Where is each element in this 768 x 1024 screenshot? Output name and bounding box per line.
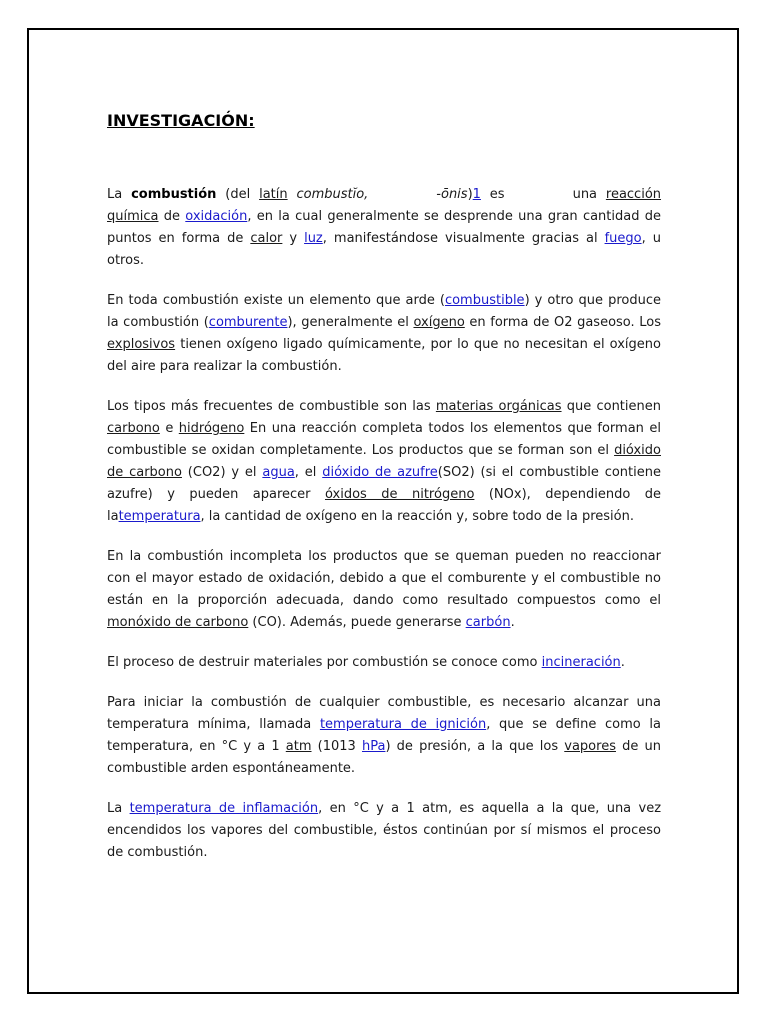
text: en forma de O2 gaseoso. Los <box>464 315 661 330</box>
latin-word: combustĭo, <box>296 187 369 202</box>
paragraph-definition <box>107 184 661 272</box>
text: . <box>620 655 625 670</box>
text: ) y otro que produce la combustión ( <box>107 293 661 330</box>
link-dioxido-carbono[interactable]: dióxido de carbono <box>107 443 661 480</box>
link-oxidos-nitrogeno[interactable]: óxidos de nitrógeno <box>324 487 475 502</box>
text: ) <box>467 187 473 202</box>
link-agua[interactable]: agua <box>262 465 295 480</box>
text: , en °C y a 1 atm, es aquella a la que, una vez encendidos los vapores del combustible, éstos continúan por sí mismos el proceso de combustión. <box>107 801 662 860</box>
text: La <box>107 187 132 202</box>
text: , el <box>294 465 323 480</box>
text: e <box>159 421 179 436</box>
page-title: INVESTIGACIÓN: <box>107 111 255 130</box>
text: , manifestándose visualmente gracias al <box>322 231 605 246</box>
link-luz[interactable]: luz <box>304 231 323 246</box>
link-temperatura-inflamacion[interactable]: temperatura de inflamación <box>129 801 319 816</box>
text: (CO2) y el <box>181 465 263 480</box>
text: (NOx), dependiendo de la <box>107 487 662 524</box>
text: En la combustión incompleta los productos que se queman pueden no reaccionar con el mayor estado de oxidación, debido a que el comburente y el combustible no están en la proporción adecuada, dando como resultado compuestos como el <box>107 549 661 608</box>
text: En toda combustión existe un elemento que arde ( <box>107 293 445 308</box>
link-explosivos[interactable]: explosivos <box>107 337 176 352</box>
paragraph-incineration <box>107 652 661 674</box>
paragraph-elements <box>107 290 661 378</box>
text: de <box>158 209 186 224</box>
link-combustible[interactable]: combustible <box>444 293 525 308</box>
link-fuego[interactable]: fuego <box>604 231 642 246</box>
text: es <box>480 187 505 202</box>
text: Los tipos más frecuentes de combustible son las <box>107 399 436 414</box>
text: tienen oxígeno ligado químicamente, por lo que no necesitan el oxígeno del aire para realizar la combustión. <box>107 337 661 374</box>
link-latin[interactable]: latín <box>259 187 288 202</box>
link-dioxido-azufre[interactable]: dióxido de azufre <box>322 465 438 480</box>
text: , en la cual generalmente se desprende una gran cantidad de puntos en forma de <box>107 209 661 246</box>
link-calor[interactable]: calor <box>250 231 283 246</box>
link-monoxido-carbono[interactable]: monóxido de carbono <box>107 615 249 630</box>
text: (CO). Además, puede generarse <box>248 615 466 630</box>
link-atm[interactable]: atm <box>285 739 312 754</box>
link-hpa[interactable]: hPa <box>361 739 386 754</box>
text: una <box>572 187 606 202</box>
text: El proceso de destruir materiales por combustión se conoce como <box>107 655 542 670</box>
text: , la cantidad de oxígeno en la reacción y, sobre todo de la presión. <box>200 509 634 524</box>
latin-suffix: -ōnis <box>436 187 468 202</box>
text: ), generalmente el <box>287 315 414 330</box>
link-incineracion[interactable]: incineración <box>541 655 621 670</box>
link-comburente[interactable]: comburente <box>208 315 288 330</box>
document-body <box>107 110 661 882</box>
paragraph-ignition <box>107 692 661 780</box>
paragraph-fuel-types <box>107 396 661 528</box>
text: , u otros. <box>107 231 661 268</box>
text: (1013 <box>311 739 362 754</box>
text: , que se define como la temperatura, en °C y a 1 <box>107 717 662 754</box>
link-temperatura[interactable]: temperatura <box>118 509 201 524</box>
link-carbon[interactable]: carbón <box>465 615 511 630</box>
link-reference-1[interactable]: 1 <box>472 187 481 202</box>
text: . <box>510 615 515 630</box>
text: y <box>282 231 305 246</box>
link-hidrogeno[interactable]: hidrógeno <box>178 421 245 436</box>
link-carbono[interactable]: carbono <box>107 421 160 436</box>
link-oxigeno[interactable]: oxígeno <box>413 315 465 330</box>
text: que contienen <box>561 399 661 414</box>
text: ) de presión, a la que los <box>385 739 565 754</box>
text: Para iniciar la combustión de cualquier combustible, es necesario alcanzar una temperatura mínima, llamada <box>107 695 661 732</box>
paragraph-incomplete <box>107 546 661 634</box>
text: En una reacción completa todos los elementos que forman el combustible se oxidan completamente. Los productos que se forman son el <box>107 421 661 458</box>
text: (del <box>216 187 260 202</box>
text: (SO2) (si el combustible contiene azufre) y pueden aparecer <box>107 465 661 502</box>
text: La <box>107 801 130 816</box>
link-materias-organicas[interactable]: materias orgánicas <box>435 399 562 414</box>
paragraph-flash-point <box>107 798 661 864</box>
term-combustion: combustión <box>131 187 217 202</box>
link-temperatura-ignicion[interactable]: temperatura de ignición <box>319 717 487 732</box>
text: de un combustible arden espontáneamente. <box>107 739 662 776</box>
link-oxidacion[interactable]: oxidación <box>185 209 248 224</box>
link-vapores[interactable]: vapores <box>564 739 616 754</box>
link-reaccion-quimica[interactable]: reacción química <box>107 187 662 224</box>
